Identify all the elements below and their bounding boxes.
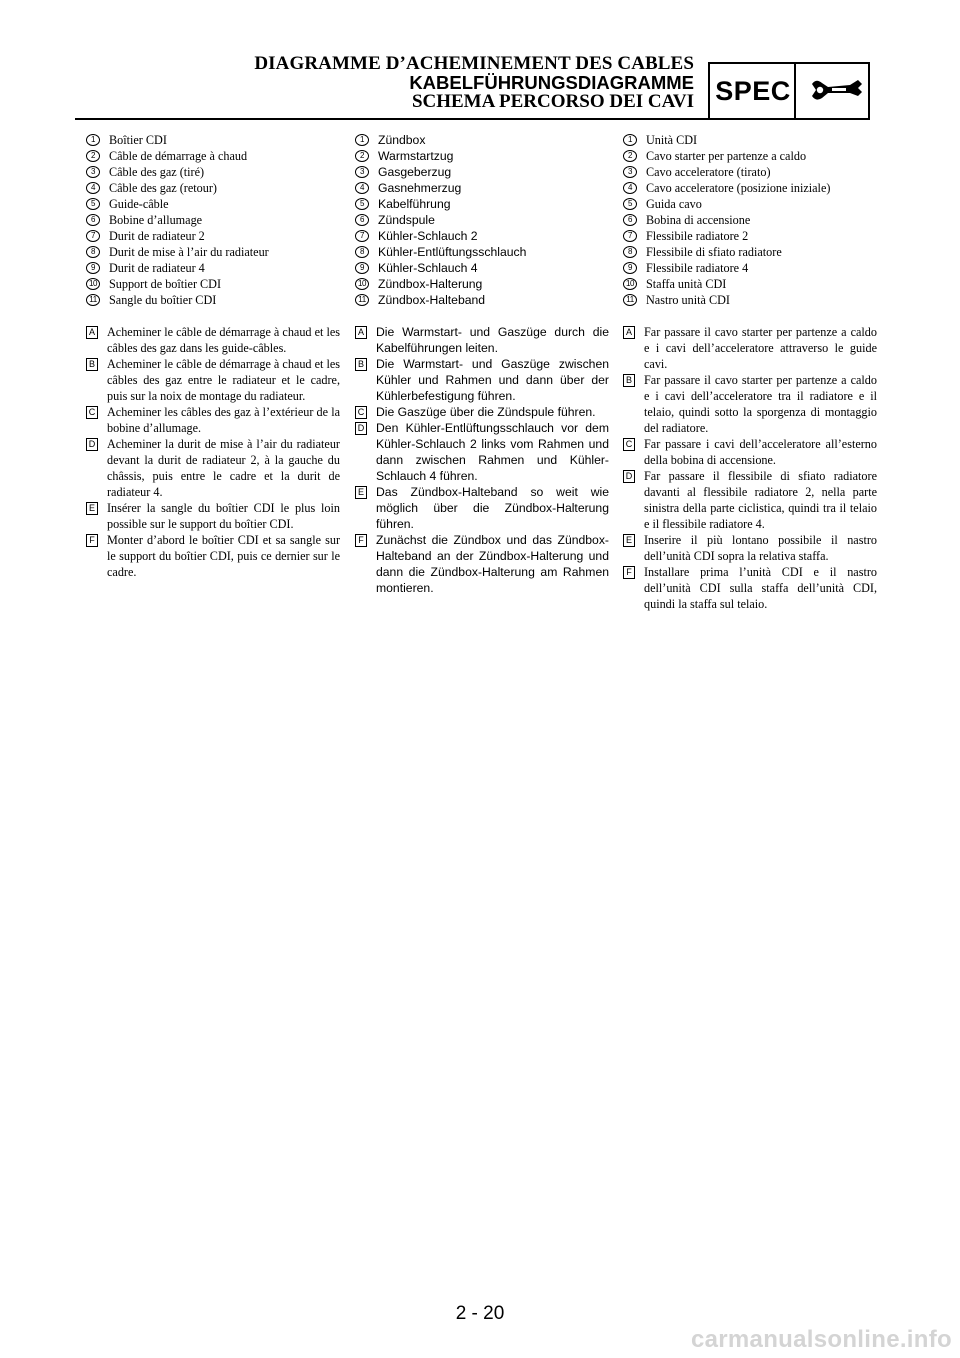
list-item xyxy=(86,212,340,228)
column-german xyxy=(355,132,609,596)
list-item xyxy=(355,292,609,308)
spec-divider xyxy=(794,64,796,118)
item-text: Kühler-Schlauch 4 xyxy=(378,261,478,275)
callout-number: 5 xyxy=(623,198,637,210)
item-text: Bobina di accensione xyxy=(646,213,751,227)
list-item xyxy=(86,148,340,164)
note-text: Acheminer la durit de mise à l’air du radiateur devant la durit de radiateur 2, à la gauche du châssis, puis entre le cadre et la durit de radiateur 4. xyxy=(107,437,340,499)
page-number: 2 - 20 xyxy=(455,1303,505,1324)
title-french: DIAGRAMME D’ACHEMINEMENT DES CABLES xyxy=(254,53,694,74)
note-letter: F xyxy=(86,534,98,547)
list-item xyxy=(623,132,877,148)
item-text: Unità CDI xyxy=(646,133,698,147)
callout-number: 1 xyxy=(355,134,369,146)
callout-number: 2 xyxy=(355,150,369,162)
list-item xyxy=(355,164,609,180)
item-text: Support de boîtier CDI xyxy=(109,277,222,291)
note-text: Die Gaszüge über die Zündspule führen. xyxy=(376,405,596,419)
callout-number: 8 xyxy=(86,246,100,258)
list-item xyxy=(86,244,340,260)
routing-notes xyxy=(86,324,340,580)
section-titles xyxy=(254,54,694,112)
note-letter: A xyxy=(355,326,367,339)
parts-list xyxy=(355,132,609,308)
callout-number: 3 xyxy=(86,166,100,178)
item-text: Câble des gaz (tiré) xyxy=(109,165,205,179)
note-letter: F xyxy=(355,534,367,547)
note-text: Far passare il flessibile di sfiato radiatore davanti al flessibile radiatore 2, nella parte sinistra della parte ciclistica, quindi tra il telaio e il flessibile radiatore 4. xyxy=(644,469,877,531)
note-item xyxy=(355,404,609,420)
note-letter: E xyxy=(355,486,367,499)
title-italian: SCHEMA PERCORSO DEI CAVI xyxy=(411,91,694,112)
list-item xyxy=(623,180,877,196)
note-item xyxy=(355,532,609,596)
list-item xyxy=(86,228,340,244)
list-item xyxy=(623,212,877,228)
note-text: Acheminer le câble de démarrage à chaud et les câbles des gaz dans les guide-câbles. xyxy=(107,325,340,355)
list-item xyxy=(355,196,609,212)
item-text: Staffa unità CDI xyxy=(646,277,727,291)
list-item xyxy=(86,276,340,292)
item-text: Zündspule xyxy=(378,213,435,227)
item-text: Durit de mise à l’air du radiateur xyxy=(109,245,269,259)
callout-number: 9 xyxy=(623,262,637,274)
callout-number: 10 xyxy=(355,278,369,290)
note-item xyxy=(623,436,877,468)
item-text: Kabelführung xyxy=(378,197,451,211)
callout-number: 2 xyxy=(623,150,637,162)
note-item xyxy=(86,532,340,580)
item-text: Warmstartzug xyxy=(378,149,454,163)
note-letter: E xyxy=(623,534,635,547)
list-item xyxy=(623,244,877,260)
parts-list xyxy=(623,132,877,308)
note-text: Den Kühler-Entlüftungsschlauch vor dem Kühler-Schlauch 2 links vom Rahmen und dann zwischen Rahmen und Kühler-Schlauch 4 führen. xyxy=(376,421,609,483)
item-text: Câble des gaz (retour) xyxy=(109,181,217,195)
callout-number: 6 xyxy=(86,214,100,226)
list-item xyxy=(623,276,877,292)
item-text: Zündbox-Halterung xyxy=(378,277,483,291)
note-item xyxy=(623,372,877,436)
callout-number: 7 xyxy=(86,230,100,242)
note-text: Far passare il cavo starter per partenze a caldo e i cavi dell’acceleratore tra il radiatore e il telaio, quindi sotto la sporgenza di montaggio del radiatore. xyxy=(644,373,877,435)
item-text: Durit de radiateur 4 xyxy=(109,261,205,275)
note-item xyxy=(623,468,877,532)
callout-number: 8 xyxy=(355,246,369,258)
callout-number: 2 xyxy=(86,150,100,162)
note-letter: A xyxy=(623,326,635,339)
callout-number: 5 xyxy=(355,198,369,210)
callout-number: 8 xyxy=(623,246,637,258)
note-letter: E xyxy=(86,502,98,515)
note-text: Die Warmstart- und Gaszüge zwischen Kühler und Rahmen und dann über der Kühlerbefestigung führen. xyxy=(376,357,609,403)
list-item xyxy=(86,164,340,180)
item-text: Cavo acceleratore (tirato) xyxy=(646,165,771,179)
title-german: KABELFÜHRUNGSDIAGRAMME xyxy=(409,72,694,93)
list-item xyxy=(623,260,877,276)
item-text: Gasnehmerzug xyxy=(378,181,462,195)
routing-notes xyxy=(355,324,609,596)
note-text: Acheminer les câbles des gaz à l’extérieur de la bobine d’allumage. xyxy=(107,405,340,435)
list-item xyxy=(355,276,609,292)
callout-number: 6 xyxy=(623,214,637,226)
note-letter: B xyxy=(623,374,635,387)
wrench-icon xyxy=(806,74,866,108)
note-item xyxy=(623,564,877,612)
note-text: Monter d’abord le boîtier CDI et sa sangle sur le support du boîtier CDI, puis ce dernier sur le cadre. xyxy=(107,533,340,579)
list-item xyxy=(355,260,609,276)
note-text: Zunächst die Zündbox und das Zündbox-Halteband an der Zündbox-Halterung und dann die Zündbox-Halterung am Rahmen montieren. xyxy=(376,533,609,595)
item-text: Durit de radiateur 2 xyxy=(109,229,205,243)
item-text: Cavo starter per partenze a caldo xyxy=(646,149,807,163)
list-item xyxy=(623,148,877,164)
note-text: Inserire il più lontano possibile il nastro dell’unità CDI sopra la relativa staffa. xyxy=(644,533,877,563)
callout-number: 5 xyxy=(86,198,100,210)
parts-list xyxy=(86,132,340,308)
callout-number: 10 xyxy=(86,278,100,290)
item-text: Flessibile di sfiato radiatore xyxy=(646,245,782,259)
note-text: Far passare il cavo starter per partenze a caldo e i cavi dell’acceleratore attraverso le guide cavi. xyxy=(644,325,877,371)
list-item xyxy=(86,292,340,308)
list-item xyxy=(623,164,877,180)
item-text: Kühler-Schlauch 2 xyxy=(378,229,478,243)
note-letter: F xyxy=(623,566,635,579)
item-text: Bobine d’allumage xyxy=(109,213,203,227)
list-item xyxy=(355,228,609,244)
item-text: Guida cavo xyxy=(646,197,702,211)
column-italian xyxy=(623,132,877,612)
item-text: Boîtier CDI xyxy=(109,133,167,147)
note-item xyxy=(86,436,340,500)
callout-number: 1 xyxy=(86,134,100,146)
callout-number: 1 xyxy=(623,134,637,146)
note-letter: B xyxy=(355,358,367,371)
note-text: Acheminer le câble de démarrage à chaud et les câbles des gaz entre le radiateur et le cadre, puis sur la noix de montage du radiateur. xyxy=(107,357,340,403)
note-text: Die Warmstart- und Gaszüge durch die Kabelführungen leiten. xyxy=(376,325,609,355)
callout-number: 9 xyxy=(355,262,369,274)
column-french xyxy=(86,132,340,580)
callout-number: 3 xyxy=(623,166,637,178)
callout-number: 11 xyxy=(86,294,100,306)
list-item xyxy=(623,292,877,308)
note-item xyxy=(86,324,340,356)
list-item xyxy=(86,260,340,276)
list-item xyxy=(86,180,340,196)
list-item xyxy=(355,148,609,164)
note-text: Far passare i cavi dell’acceleratore all’esterno della bobina di accensione. xyxy=(644,437,877,467)
list-item xyxy=(355,180,609,196)
list-item xyxy=(623,196,877,212)
callout-number: 7 xyxy=(355,230,369,242)
note-item xyxy=(623,324,877,372)
note-letter: C xyxy=(355,406,367,419)
note-letter: A xyxy=(86,326,98,339)
item-text: Zündbox-Halteband xyxy=(378,293,486,307)
note-letter: D xyxy=(355,422,367,435)
list-item xyxy=(355,244,609,260)
item-text: Câble de démarrage à chaud xyxy=(109,149,248,163)
note-item xyxy=(623,532,877,564)
note-letter: C xyxy=(86,406,98,419)
callout-number: 3 xyxy=(355,166,369,178)
note-item xyxy=(355,324,609,356)
item-text: Cavo acceleratore (posizione iniziale) xyxy=(646,181,831,195)
item-text: Flessibile radiatore 2 xyxy=(646,229,749,243)
item-text: Guide-câble xyxy=(109,197,169,211)
item-text: Kühler-Entlüftungsschlauch xyxy=(378,245,527,259)
note-item xyxy=(86,500,340,532)
callout-number: 6 xyxy=(355,214,369,226)
note-letter: D xyxy=(86,438,98,451)
routing-notes xyxy=(623,324,877,612)
note-letter: B xyxy=(86,358,98,371)
list-item xyxy=(355,132,609,148)
item-text: Zündbox xyxy=(378,133,426,147)
callout-number: 11 xyxy=(623,294,637,306)
item-text: Gasgeberzug xyxy=(378,165,452,179)
note-item xyxy=(355,420,609,484)
note-letter: C xyxy=(623,438,635,451)
spec-label: SPEC xyxy=(715,75,791,106)
list-item xyxy=(355,212,609,228)
note-text: Insérer la sangle du boîtier CDI le plus loin possible sur le support du boîtier CDI. xyxy=(107,501,340,531)
note-item xyxy=(86,404,340,436)
note-text: Installare prima l’unità CDI e il nastro dell’unità CDI sulla staffa dell’unità CDI, quindi la staffa sul telaio. xyxy=(644,565,877,611)
callout-number: 9 xyxy=(86,262,100,274)
callout-number: 11 xyxy=(355,294,369,306)
item-text: Flessibile radiatore 4 xyxy=(646,261,749,275)
callout-number: 4 xyxy=(86,182,100,194)
note-letter: D xyxy=(623,470,635,483)
item-text: Sangle du boîtier CDI xyxy=(109,293,217,307)
note-item xyxy=(355,356,609,404)
note-item xyxy=(355,484,609,532)
list-item xyxy=(86,132,340,148)
list-item xyxy=(623,228,877,244)
callout-number: 10 xyxy=(623,278,637,290)
note-item xyxy=(86,356,340,404)
list-item xyxy=(86,196,340,212)
watermark: carmanualsonline.info xyxy=(690,1326,952,1353)
callout-number: 4 xyxy=(623,182,637,194)
spec-badge xyxy=(708,62,870,120)
callout-number: 7 xyxy=(623,230,637,242)
callout-number: 4 xyxy=(355,182,369,194)
note-text: Das Zündbox-Halteband so weit wie möglich über die Zündbox-Halterung führen. xyxy=(376,485,609,531)
item-text: Nastro unità CDI xyxy=(646,293,730,307)
